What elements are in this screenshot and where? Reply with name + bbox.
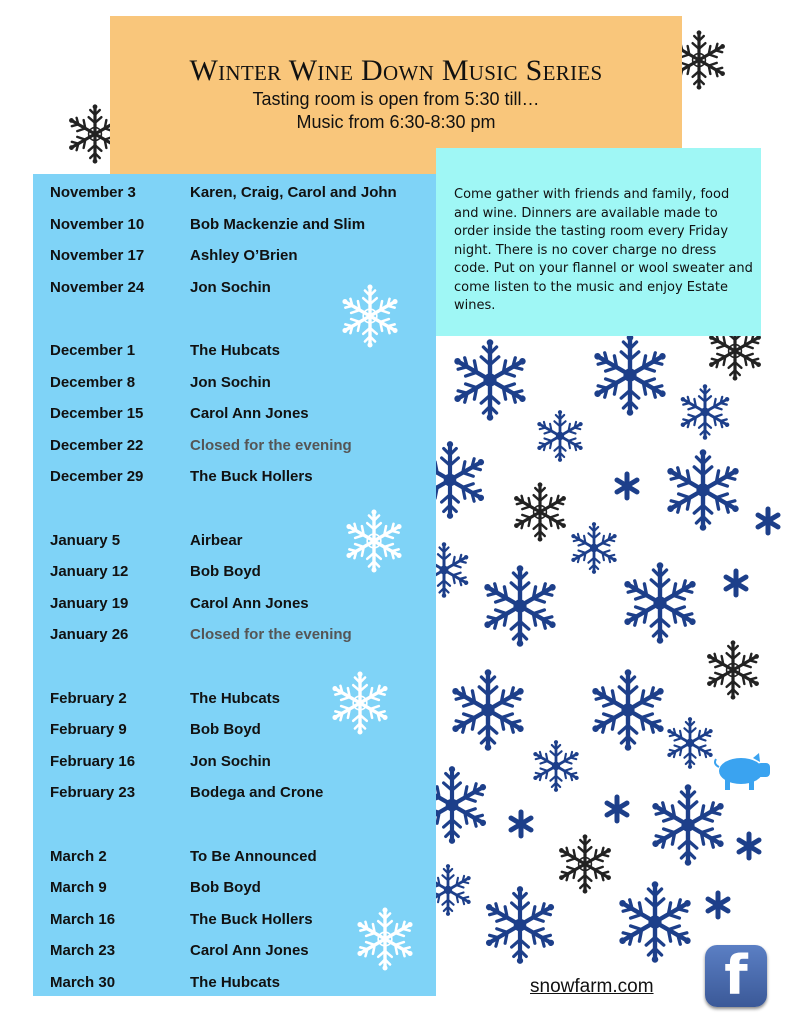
schedule-act: Closed for the evening [190,626,352,644]
schedule-date: March 30 [50,974,116,991]
schedule-date: February 23 [50,784,136,802]
schedule-date: January 5 [50,531,121,549]
facebook-icon[interactable]: f [705,945,767,1007]
schedule-date: December 1 [50,342,136,359]
schedule-date: December 29 [50,468,144,486]
tasting-hours: Tasting room is open from 5:30 till… [252,89,540,109]
schedule-date: January 19 [50,594,129,612]
schedule-date: January 26 [50,626,129,644]
schedule-act: Jon Sochin [190,373,271,391]
page-title: Winter Wine Down Music Series [189,54,603,87]
schedule-date: December 8 [50,373,136,391]
schedule-act: To Be Announced [190,847,317,865]
schedule-act: Bob Mackenzie and Slim [190,215,366,233]
schedule-act: Jon Sochin [190,278,271,296]
schedule-act: The Buck Hollers [190,910,313,928]
schedule-act: The Hubcats [190,689,281,707]
schedule-date: February 16 [50,752,136,770]
schedule-act: Airbear [190,531,243,549]
schedule-act: Bob Boyd [190,563,261,581]
schedule-date: February 2 [50,689,127,707]
schedule-act: Carol Ann Jones [190,405,309,423]
schedule-date: March 16 [50,910,116,928]
schedule-act: The Hubcats [190,974,281,991]
schedule-act: Karen, Craig, Carol and John [190,184,397,201]
schedule-date: November 17 [50,247,145,265]
schedule-date: January 12 [50,563,129,581]
schedule-date: March 2 [50,847,107,865]
schedule-act: The Hubcats [190,342,281,359]
schedule-act: Jon Sochin [190,752,271,770]
schedule-date: November 3 [50,184,136,201]
schedule-act: Bodega and Crone [190,784,324,802]
music-hours: Music from 6:30-8:30 pm [296,112,496,132]
schedule-act: Carol Ann Jones [190,594,309,612]
schedule-act: Carol Ann Jones [190,942,309,960]
schedule-date: March 23 [50,942,116,960]
schedule-act: The Buck Hollers [190,468,313,486]
schedule-date: November 10 [50,215,145,233]
schedule-date: February 9 [50,721,127,739]
schedule-date: March 9 [50,879,107,897]
schedule-date: November 24 [50,278,145,296]
info-text: Come gather with friends and family, food and wine. Dinners are available made to order inside the tasting room every Friday night. There is no cover charge no dress code. Put on your flannel or wool sweater and come listen to the music and enjoy Estate wines. [454,187,753,313]
pig-icon [713,753,773,791]
schedule-act: Bob Boyd [190,721,261,739]
schedule-act: Closed for the evening [190,436,352,454]
schedule-date: December 15 [50,405,144,423]
website-link[interactable]: snowfarm.com [530,976,654,997]
schedule-act: Ashley O’Brien [190,247,298,265]
schedule-act: Bob Boyd [190,879,261,897]
schedule-date: December 22 [50,436,144,454]
